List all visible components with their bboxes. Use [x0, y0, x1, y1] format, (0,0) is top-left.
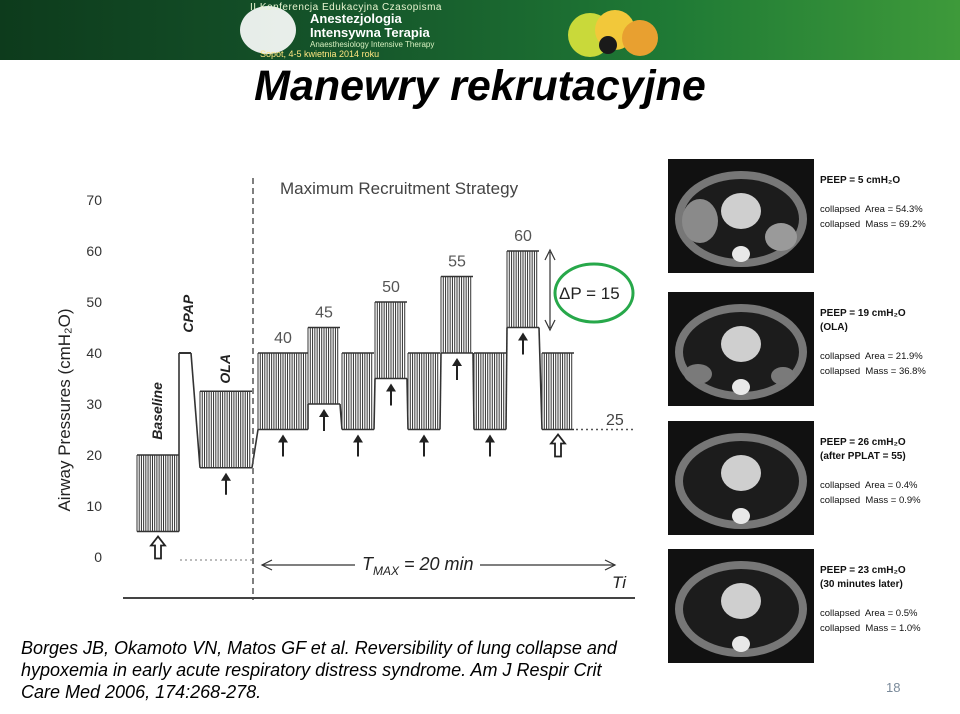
- tmax-sub: MAX: [373, 564, 400, 578]
- open-arrow-icon: [151, 537, 165, 559]
- tmax-t: T: [362, 554, 373, 574]
- header-banner: [0, 0, 960, 60]
- trace-block: [375, 302, 408, 430]
- ct-scan-image: [668, 159, 814, 273]
- ct-condition-label: (30 minutes later): [820, 579, 903, 590]
- ct-scan-image: [668, 421, 814, 535]
- conference-date: Sopot, 4-5 kwietnia 2014 roku: [260, 49, 380, 59]
- transition-line: [374, 379, 375, 430]
- ct-row: [660, 545, 950, 670]
- ct-row: [660, 288, 950, 413]
- conference-name: II Konferencja Edukacyjna Czasopisma: [250, 2, 442, 13]
- transition-line: [506, 328, 507, 430]
- fruit-illustration: [560, 0, 670, 60]
- step-name-label: CPAP: [180, 294, 196, 333]
- citation: Borges JB, Okamoto VN, Matos GF et al. Reversibility of lung collapse and hypoxemia in early acute respiratory distress syndrome. Am J Respir Crit Care Med 2006, 174:268-278.: [21, 638, 617, 702]
- y-axis-label: Airway Pressures (cmH₂O): [55, 308, 74, 512]
- trace-block: [137, 353, 179, 532]
- solid-arrow-icon: [452, 358, 462, 380]
- trace-block: [474, 328, 507, 430]
- peak-label: 45: [315, 304, 333, 322]
- ct-condition-label: (after PPLAT = 55): [820, 451, 906, 462]
- step-name-label: OLA: [217, 354, 233, 384]
- ct-peep-label: PEEP = 26 cmH₂O: [820, 437, 906, 448]
- open-arrow-icon: [551, 435, 565, 457]
- journal-title-line3: Anaesthesiology Intensive Therapy: [310, 40, 435, 49]
- solid-arrow-icon: [353, 435, 363, 457]
- y-tick-label: 30: [86, 396, 102, 412]
- ct-peep-label: PEEP = 19 cmH₂O: [820, 308, 906, 319]
- y-tick-label: 50: [86, 294, 102, 310]
- solid-arrow-icon: [419, 435, 429, 457]
- y-tick-label: 70: [86, 192, 102, 208]
- ct-scan-image: [668, 292, 814, 406]
- y-tick-label: 10: [86, 498, 102, 514]
- y-tick-label: 40: [86, 345, 102, 361]
- solid-arrow-icon: [319, 409, 329, 431]
- y-tick-label: 20: [86, 447, 102, 463]
- solid-arrow-icon: [518, 333, 528, 355]
- ct-collapsed-mass: collapsed Mass = 1.0%: [820, 623, 921, 634]
- trace-block: [408, 353, 441, 430]
- ct-collapsed-area: collapsed Area = 54.3%: [820, 204, 923, 215]
- time-axis-label: Ti: [612, 573, 627, 592]
- journal-title-line2: Intensywna Terapia: [310, 25, 430, 40]
- trace-block: [342, 353, 375, 430]
- peak-label: 55: [448, 253, 466, 271]
- recruitment-chart: [50, 170, 635, 605]
- solid-arrow-icon: [221, 473, 231, 495]
- ct-peep-label: PEEP = 23 cmH₂O: [820, 565, 906, 576]
- transition-line: [191, 353, 200, 468]
- ct-collapsed-area: collapsed Area = 0.4%: [820, 480, 918, 491]
- step-name-label: Baseline: [149, 382, 165, 440]
- y-tick-label: 0: [94, 549, 102, 565]
- final-peep-label: 25: [606, 412, 624, 429]
- journal-logo: [240, 6, 296, 54]
- transition-line: [440, 353, 441, 430]
- y-tick-label: 60: [86, 243, 102, 259]
- trace-block: [200, 391, 258, 468]
- ct-scan-image: [668, 549, 814, 663]
- tmax-value: = 20 min: [399, 554, 474, 574]
- ct-collapsed-mass: collapsed Mass = 69.2%: [820, 219, 926, 230]
- ct-peep-label: PEEP = 5 cmH₂O: [820, 175, 901, 186]
- peak-label: 50: [382, 279, 400, 296]
- solid-arrow-icon: [485, 435, 495, 457]
- peak-label: 60: [514, 228, 532, 245]
- ct-collapsed-mass: collapsed Mass = 0.9%: [820, 495, 921, 506]
- trace-block: [258, 353, 308, 430]
- solid-arrow-icon: [386, 384, 396, 406]
- ct-collapsed-mass: collapsed Mass = 36.8%: [820, 366, 926, 377]
- ct-condition-label: (OLA): [820, 322, 848, 333]
- ct-collapsed-area: collapsed Area = 21.9%: [820, 351, 923, 362]
- y-axis-ticks: [86, 192, 102, 565]
- chart-title: Maximum Recruitment Strategy: [280, 179, 519, 198]
- page-number: 18: [886, 680, 901, 695]
- ct-row: [660, 155, 950, 280]
- ct-scan-panel: [660, 155, 950, 680]
- journal-title-line1: Anestezjologia: [310, 11, 402, 26]
- trace-block: [441, 277, 474, 430]
- ct-collapsed-area: collapsed Area = 0.5%: [820, 608, 918, 619]
- trace-block: [179, 353, 200, 468]
- ct-row: [660, 417, 950, 542]
- slide-title: Manewry rekrutacyjne: [254, 62, 706, 110]
- delta-p-label: ΔP = 15: [559, 284, 620, 303]
- trace-block: [542, 353, 574, 430]
- peak-label: 40: [274, 330, 292, 347]
- solid-arrow-icon: [278, 435, 288, 457]
